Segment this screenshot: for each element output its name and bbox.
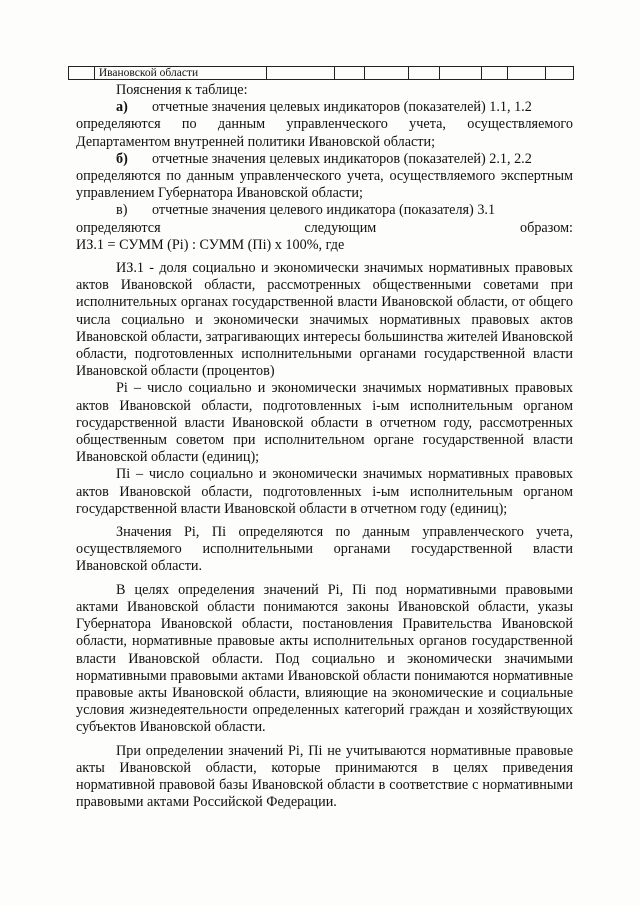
table-cell bbox=[335, 67, 365, 80]
item-a-line1: отчетные значения целевых индикаторов (показателей) 1.1, 1.2 bbox=[152, 99, 532, 116]
definition-pi: Pi – число социально и экономически значимых нормативных правовых актов Ивановской области, подготовленных i-ым исполнительным органом государственной власти Ивановской области в отчетном году, рассмотренных общественным советом при исполнительном органе государственной власти Ивановской области (единиц); bbox=[76, 380, 573, 466]
item-b-label: б) bbox=[116, 150, 128, 167]
item-v-text: определяются следующим образом: bbox=[76, 219, 573, 236]
table-cell bbox=[545, 67, 573, 80]
table-row bbox=[69, 67, 574, 80]
exclusion-paragraph: При определении значений Pi, Пi не учитываются нормативные правовые акты Ивановской области, которые принимаются в целях приведения нормативной правовой базы Ивановской области в соответствие с нормативными правовыми актами Российской Федерации. bbox=[76, 742, 573, 811]
values-source-paragraph: Значения Pi, Пi определяются по данным управленческого учета, осуществляемого исполнительными органами государственной власти Ивановской области. bbox=[76, 524, 573, 575]
indicator-table-remnant bbox=[68, 66, 574, 80]
item-v-label: в) bbox=[116, 202, 128, 219]
item-a-first-line bbox=[76, 99, 573, 116]
item-a-text: определяются по данным управленческого учета, осуществляемого Департаментом внутренней политики Ивановской области; bbox=[76, 116, 573, 150]
table-cell bbox=[365, 67, 408, 80]
table-cell-label: Ивановской области bbox=[94, 67, 266, 80]
item-a-label: а) bbox=[116, 99, 128, 116]
purpose-paragraph: В целях определения значений Pi, Пi под нормативными правовыми актами Ивановской области понимаются законы Ивановской области, указы Губернатора Ивановской области, постановления Правительства Ивановской области, нормативные правовые акты исполнительных органов государственной власти Ивановской области. Под социально и экономически значимыми нормативными правовыми актами Ивановской области понимаются нормативные правовые акты Ивановской области, влияющие на экономические и социальные условия жизнедеятельности определенных категорий граждан и хозяйствующих субъектов Ивановской области. bbox=[76, 581, 573, 736]
table-cell bbox=[266, 67, 334, 80]
table-cell bbox=[408, 67, 440, 80]
formula: ИЗ.1 = СУММ (Pi) : СУММ (Пi) x 100%, где bbox=[76, 236, 345, 253]
item-v-first-line bbox=[76, 202, 573, 219]
table-cell bbox=[508, 67, 546, 80]
item-v-line1: отчетные значения целевого индикатора (показателя) 3.1 bbox=[152, 202, 496, 219]
document-body bbox=[76, 82, 573, 811]
explanations-heading: Пояснения к таблице: bbox=[116, 82, 248, 98]
table-cell bbox=[440, 67, 481, 80]
definition-pii: Пi – число социально и экономически значимых нормативных правовых актов Ивановской области, подготовленных i-ым исполнительным органом государственной власти Ивановской области в отчетном году (единиц); bbox=[76, 466, 573, 517]
table-cell bbox=[69, 67, 95, 80]
table-cell bbox=[481, 67, 507, 80]
definition-iz: ИЗ.1 - доля социально и экономически значимых нормативных правовых актов Ивановской области, рассмотренных общественными советами при исполнительных органах государственной власти Ивановской области, от общего числа социально и экономически значимых нормативных правовых актов Ивановской области, затрагивающих интересы большинства жителей Ивановской области, подготовленных исполнительными органами государственной власти Ивановской области (процентов) bbox=[76, 260, 573, 380]
item-b-first-line bbox=[76, 151, 573, 168]
item-b-line1: отчетные значения целевых индикаторов (показателей) 2.1, 2.2 bbox=[152, 150, 532, 167]
item-b-text: определяются по данным управленческого учета, осуществляемого экспертным управлением Губернатора Ивановской области; bbox=[76, 168, 573, 202]
